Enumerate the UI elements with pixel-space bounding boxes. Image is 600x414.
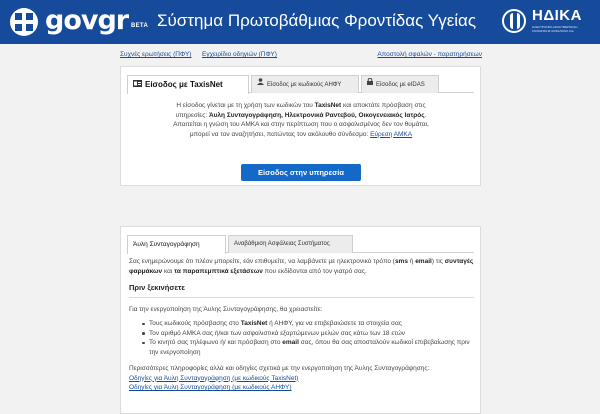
list-item: Τους κωδικούς πρόσβασης στο TaxisNet ή ΑΗΦΥ, για να επιβεβαιώσετε τα στοιχεία σας bbox=[142, 319, 474, 329]
login-tabs bbox=[127, 73, 474, 93]
tab-e-prescription[interactable]: Άυλη Συνταγογράφηση bbox=[127, 235, 226, 254]
site-header bbox=[0, 0, 600, 44]
page-title: Σύστημα Πρωτοβάθμιας Φροντίδας Υγείας bbox=[157, 11, 477, 30]
id-card-icon bbox=[133, 76, 142, 93]
govgr-logo[interactable]: govgr bbox=[45, 5, 129, 36]
tab-security-upgrade[interactable]: Αναβάθμιση Ασφάλειας Συστήματος bbox=[228, 235, 353, 253]
tab-ahfy[interactable] bbox=[251, 75, 359, 93]
user-icon bbox=[257, 76, 264, 93]
guide-link[interactable]: Εγχειρίδιο οδηγιών (ΠΦΥ) bbox=[202, 51, 277, 58]
lock-icon bbox=[367, 76, 373, 93]
e-prescription-info bbox=[129, 257, 474, 393]
intro-text: Σας ενημερώνουμε ότι πλέον μπορείτε, εάν επιθυμείτε, να λαμβάνετε με ηλεκτρονικό τρόπο (sms ή email) τις συνταγές φαρμάκων και τα παραπεμπτικά εξετάσεων που εκδίδονται από τον γιατρό σας. bbox=[129, 258, 474, 275]
guide-ahfy-link[interactable]: Οδηγίες για Άυλη Συνταγογράφηση (με κωδικούς ΑΗΦΥ) bbox=[129, 384, 292, 391]
idika-mark-icon bbox=[502, 9, 526, 33]
login-card bbox=[120, 66, 481, 186]
divider bbox=[129, 297, 474, 298]
info-tabs bbox=[127, 233, 474, 253]
top-links bbox=[120, 51, 482, 63]
section-heading: Πριν ξεκινήσετε bbox=[129, 283, 185, 292]
login-description: Η είσοδος γίνεται με τη χρήση των κωδικών του TaxisNet και αποκτάτε πρόσβαση στις υπηρεσίες: Άυλη Συνταγογράφηση, Ηλεκτρονικά Ραντεβού, Οικογενειακός Ιατρός. Απαιτείται η γνώση του ΑΜΚΑ και στην περίπτωση που ο ασφαλισμένος δεν τον θυμάται, μπορεί να τον αναζητήσει, πατώντας τον ακόλουθο σύνδεσμο: Εύρεση ΑΜΚΑ bbox=[173, 102, 429, 138]
guide-taxisnet-link[interactable]: Οδηγίες για Άυλη Συνταγογράφηση (με κωδικούς TaxisNet) bbox=[129, 374, 299, 382]
list-item: Το κινητό σας τηλέφωνο ή/ και πρόσβαση στο email σας, όπου θα σας αποσταλούν κωδικοί επιβεβαίωσης πριν την ενεργοποίηση bbox=[142, 338, 474, 357]
tab-eidas-label: Είσοδος με eIDAS bbox=[376, 82, 425, 89]
requirements-list bbox=[142, 319, 474, 357]
beta-badge: BETA bbox=[131, 23, 149, 29]
requirements-text: Για την ενεργοποίηση της Άυλης Συνταγογράφησης, θα χρειαστείτε: bbox=[129, 305, 323, 313]
info-card bbox=[120, 226, 481, 414]
report-link[interactable]: Αποστολή σφαλών - παρατηρήσεων bbox=[377, 51, 482, 58]
faq-link[interactable]: Συχνές ερωτήσεις (ΠΦΥ) bbox=[120, 51, 192, 58]
login-button[interactable]: Είσοδος στην υπηρεσία bbox=[241, 164, 361, 181]
tab-ahfy-label: Είσοδος με κωδικούς ΑΗΦΥ bbox=[267, 82, 342, 89]
idika-subtitle: ΗΛΕΚΤΡΟΝΙΚΗ ΔΙΑΚΥΒΕΡΝΗΣΗ ΚΟΙΝΩΝΙΚΗΣ ΑΣΦΑΛΙΣΗΣ Α.Ε. bbox=[532, 25, 578, 33]
more-info-text: Περισσότερες πληροφορίες αλλά και οδηγίες σχετικά με την ενεργοποίηση της Άυλης Συνταγογράφησης: bbox=[129, 365, 430, 372]
tab-taxisnet[interactable] bbox=[127, 75, 249, 94]
idika-logo[interactable] bbox=[502, 6, 594, 38]
list-item: Τον αριθμό ΑΜΚΑ σας ή/και των ασφαλιστικά εξαρτώμενων μελών σας κάτω των 18 ετών bbox=[142, 329, 474, 339]
find-amka-link[interactable]: Εύρεση ΑΜΚΑ bbox=[370, 130, 413, 138]
tab-eidas[interactable] bbox=[361, 75, 439, 93]
greek-emblem-icon bbox=[10, 8, 38, 36]
tab-taxisnet-label: Είσοδος με TaxisNet bbox=[145, 80, 223, 89]
idika-name: ΗΔΙΚΑ bbox=[532, 7, 582, 24]
